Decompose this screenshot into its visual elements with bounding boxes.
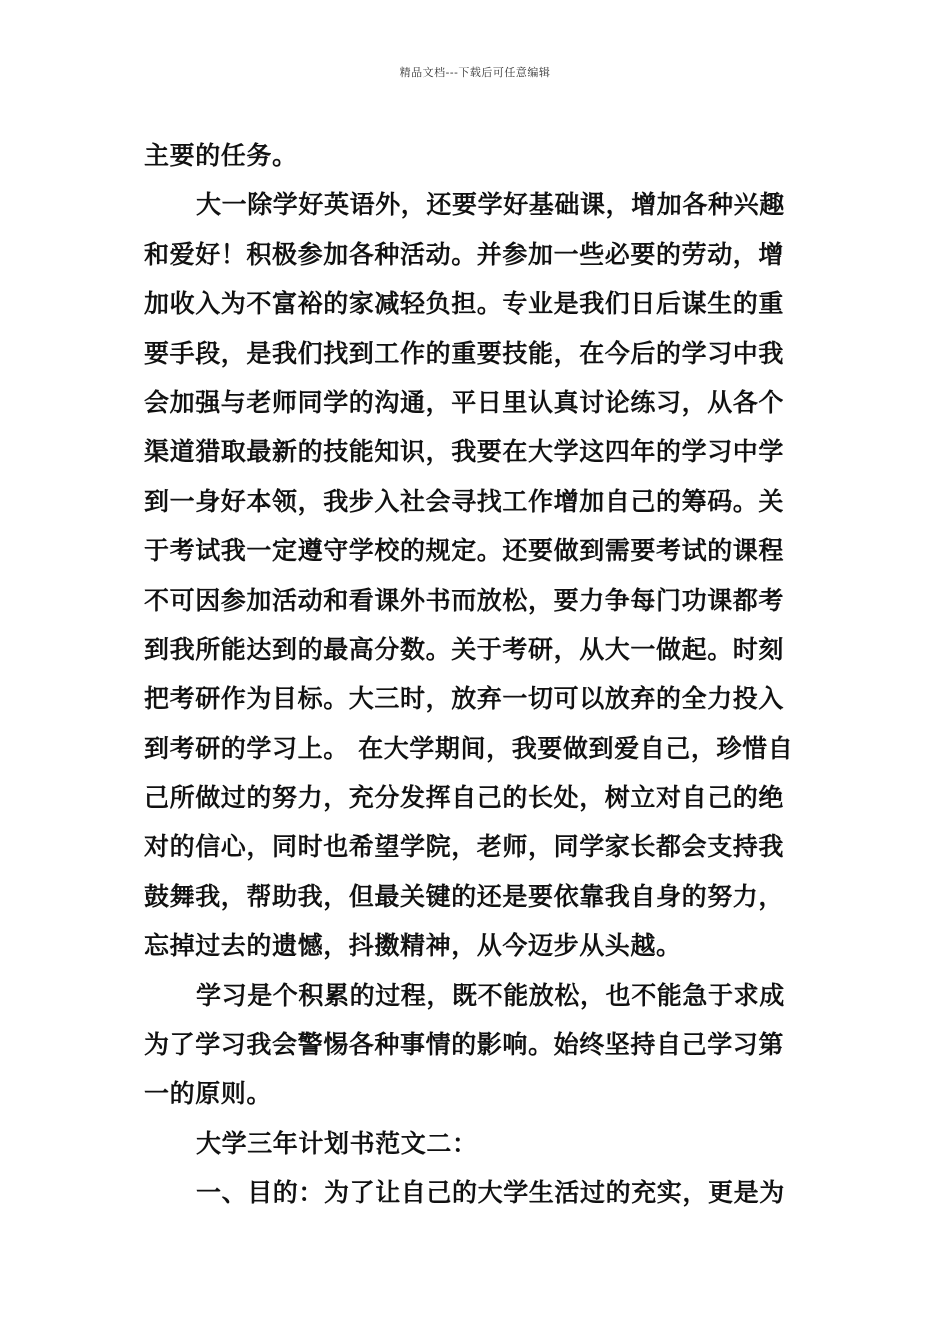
text-line: 忘掉过去的遗憾，抖擞精神，从今迈步从头越。 [144, 931, 682, 961]
paragraph-start-line: 大一除学好英语外，还要学好基础课，增加各种兴趣 [196, 190, 785, 220]
text-line: 为了学习我会警惕各种事情的影响。始终坚持自己学习第 [144, 1030, 785, 1060]
text-line: 加收入为不富裕的家减轻负担。专业是我们日后谋生的重 [144, 289, 785, 319]
text-line: 对的信心，同时也希望学院，老师，同学家长都会支持我 [144, 832, 785, 862]
text-line: 渠道猎取最新的技能知识，我要在大学这四年的学习中学 [144, 437, 785, 467]
text-line: 要手段，是我们找到工作的重要技能，在今后的学习中我 [144, 338, 785, 368]
text-line: 到一身好本领，我步入社会寻找工作增加自己的筹码。关 [144, 486, 785, 516]
text-line: 主要的任务。 [144, 141, 298, 170]
text-line: 和爱好！积极参加各种活动。并参加一些必要的劳动，增 [144, 239, 785, 269]
page-header [0, 66, 950, 80]
text-line: 会加强与老师同学的沟通，平日里认真讨论练习，从各个 [144, 387, 785, 417]
text-line: 到我所能达到的最高分数。关于考研，从大一做起。时刻 [144, 634, 785, 664]
text-line: 鼓舞我，帮助我，但最关键的还是要依靠我自身的努力， [144, 881, 785, 911]
document-body [144, 131, 808, 1218]
text-line: 不可因参加活动和看课外书而放松，要力争每门功课都考 [144, 585, 785, 615]
paragraph-start-line: 一、目的：为了让自己的大学生活过的充实，更是为 [196, 1178, 785, 1208]
text-line: 己所做过的努力，充分发挥自己的长处，树立对自己的绝 [144, 783, 785, 813]
header-text: 精品文档---下载后可任意编辑 [399, 66, 551, 79]
text-line: 一的原则。 [144, 1079, 273, 1109]
text-line: 于考试我一定遵守学校的规定。还要做到需要考试的课程 [144, 536, 785, 566]
text-line: 到考研的学习上。 在大学期间，我要做到爱自己，珍惜自 [144, 733, 794, 763]
section-heading: 大学三年计划书范文二： [196, 1128, 478, 1158]
text-line: 把考研作为目标。大三时，放弃一切可以放弃的全力投入 [144, 684, 785, 714]
paragraph-start-line: 学习是个积累的过程，既不能放松，也不能急于求成 [196, 980, 785, 1010]
